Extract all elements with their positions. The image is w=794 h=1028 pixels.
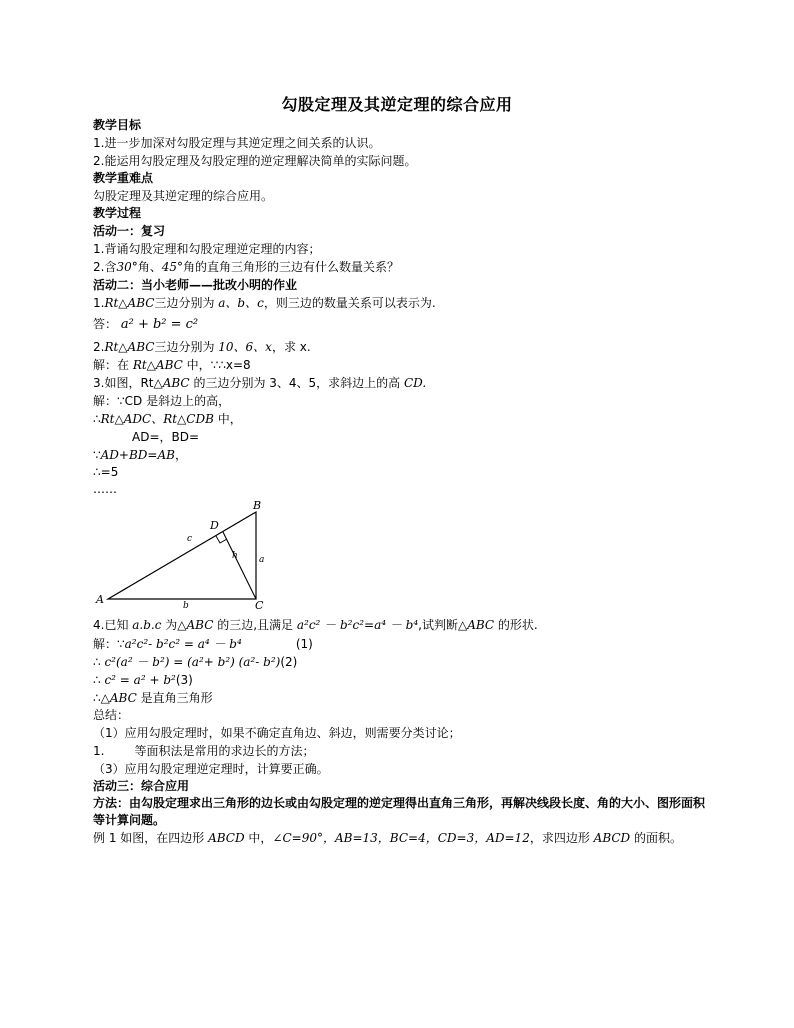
altitude-cd (223, 532, 256, 599)
condition-equation: a²c² － b²c²=a⁴ － b⁴ (296, 618, 419, 632)
triangle-names: Rt△ADC、Rt△CDB (100, 412, 214, 426)
activity-1-question-2 (93, 259, 399, 276)
solution-3-line-1: 解：∵CD 是斜边上的高， (93, 394, 231, 408)
text: ,试判断 (418, 618, 458, 632)
text: 的形状. (494, 618, 538, 632)
right-triangle-figure (93, 498, 273, 612)
label-side-a: a (259, 555, 265, 565)
problem-2 (93, 339, 311, 356)
text: 的三边,且满足 (213, 618, 297, 632)
label-b-vertex: B (253, 499, 262, 512)
text: ∴ (93, 691, 101, 705)
text: 解：在 (93, 358, 133, 372)
text: 解：∵ (93, 637, 125, 651)
label-a-vertex: A (96, 593, 104, 606)
summary-3: （3）应用勾股定理逆定理时，计算要正确。 (93, 762, 329, 776)
text: ∴ (93, 655, 105, 669)
summary-2-text: 等面积法是常用的求边长的方法； (134, 744, 315, 758)
problem-1 (93, 295, 436, 312)
text: 角的直角三角形的三边有什么数量关系？ (183, 260, 400, 274)
heading-process: 教学过程 (93, 206, 142, 220)
text: 3.如图，Rt (93, 376, 154, 390)
solution-4-line-1 (93, 636, 313, 653)
answer-label: 答： (93, 317, 118, 331)
label-height-h: h (232, 551, 238, 561)
list-number: 1. (93, 744, 105, 758)
text: ，求四边形 (529, 831, 594, 845)
equation: c² = a² + b² (104, 673, 176, 687)
label-side-c: c (187, 534, 193, 544)
activity-1-question-1: 1.背诵勾股定理和勾股定理逆定理的内容； (93, 242, 321, 256)
solution-4-line-4 (93, 690, 213, 707)
triangle-name: △ABC (177, 618, 214, 632)
text: 2.含 (93, 260, 117, 274)
quad-name: ABCD (208, 831, 245, 845)
text: ∴ (93, 412, 101, 426)
activity-2-heading: 活动二：当小老师——批改小明的作业 (93, 278, 298, 292)
triangle-name: Rt△ABC (132, 358, 183, 372)
text: ，则三边的数量关系可以表示为. (263, 296, 436, 310)
ellipsis: …… (93, 482, 117, 496)
pythagorean-formula: a² + b² = c² (120, 317, 199, 332)
activity-3-heading: 活动三：综合应用 (93, 779, 190, 793)
step-number: (2) (280, 655, 298, 669)
summary-1: （1）应用勾股定理时，如果不确定直角边、斜边，则需要分类讨论； (93, 726, 461, 740)
angle-45: 45° (161, 260, 184, 274)
step-number: (1) (295, 637, 313, 651)
page-title: 勾股定理及其逆定理的综合应用 (281, 95, 513, 114)
side-values: 10、6、x (218, 340, 272, 354)
solution-3-line-2 (93, 411, 242, 428)
solution-4-line-3 (93, 672, 193, 689)
key-points-text: 勾股定理及其逆定理的综合应用。 (93, 189, 274, 203)
goal-2: 2.能运用勾股定理及勾股定理的逆定理解决简单的实际问题。 (93, 154, 417, 168)
text: 角、 (137, 260, 162, 274)
solution-4-line-2 (93, 654, 297, 671)
heading-goals: 教学目标 (93, 118, 142, 132)
summary-heading: 总结： (93, 708, 130, 722)
example-1 (93, 830, 705, 847)
text: 为 (161, 618, 178, 632)
method-text: 方法：由勾股定理求出三角形的边长或由勾股定理的逆定理得出直角三角形，再解决线段长度、角的大小、图形面积等计算问题。 (93, 796, 706, 827)
text: 的三边分别为 3、4、5，求斜边上的高 (189, 376, 404, 390)
text: 的面积。 (630, 831, 682, 845)
problem-4 (93, 617, 538, 634)
solution-3-line-5: ∴=5 (93, 465, 119, 479)
triangle-name: △ABC (100, 691, 137, 705)
text: 中， (213, 412, 242, 426)
goal-1: 1.进一步加深对勾股定理与其逆定理之间关系的认识。 (93, 136, 381, 150)
text: 例 1 如图，在四边形 (93, 831, 209, 845)
triangle-name: △ABC (457, 618, 495, 632)
segment-equation: AD+BD=AB (100, 448, 175, 462)
solution-3-line-3: AD=，BD= (132, 430, 200, 444)
problem-3 (93, 375, 426, 392)
text: 三边分别为 (154, 340, 219, 354)
text: 2. (93, 340, 105, 354)
text: ∵ (93, 448, 101, 462)
segment-name: CD. (403, 376, 427, 390)
activity-1-heading: 活动一：复习 (93, 224, 166, 238)
solution-3-line-4 (93, 447, 187, 464)
text: 中，∵∴x=8 (182, 358, 251, 372)
quad-name: ABCD (593, 831, 631, 845)
heading-key-points: 教学重难点 (93, 171, 154, 185)
label-c-vertex: C (255, 599, 264, 612)
text: 4.已知 (93, 618, 133, 632)
side-names: a、b、c (218, 296, 264, 310)
triangle-name: Rt△ABC (104, 340, 155, 354)
side-names: a.b.c (132, 618, 162, 632)
text: 1. (93, 296, 105, 310)
given-values: ∠C=90°，AB=13，BC=4，CD=3，AD=12 (272, 831, 530, 845)
answer-1 (93, 316, 198, 333)
triangle-name: △ABC (153, 376, 190, 390)
label-d-point: D (210, 519, 219, 532)
text: ∴ (93, 673, 105, 687)
step-number: (3) (175, 673, 193, 687)
angle-30: 30° (116, 260, 138, 274)
text: 中， (244, 831, 273, 845)
text: ， (174, 448, 187, 462)
equation: a²c²- b²c² = a⁴ － b⁴ (124, 637, 242, 651)
text: 三边分别为 (154, 296, 219, 310)
triangle-name: Rt△ABC (104, 296, 155, 310)
equation: c²(a² － b²) = (a²+ b²) (a²- b²) (104, 655, 281, 669)
text: ，求 x. (271, 340, 311, 354)
label-side-b: b (183, 601, 189, 611)
summary-2 (93, 743, 314, 760)
solution-2 (93, 357, 251, 374)
text: 是直角三角形 (136, 691, 213, 705)
